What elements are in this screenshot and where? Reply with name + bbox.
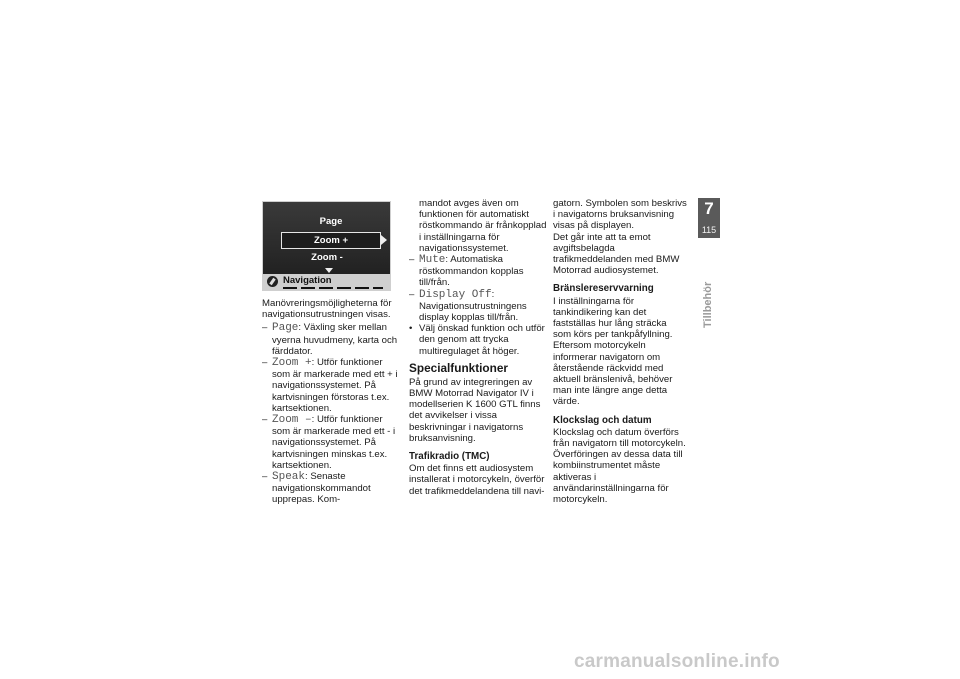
traffic-radio-text: Om det finns ett audiosystem installerat i motorcykeln, överför det trafikmeddelandena till navi- [409,463,545,497]
menu-zoom-out: Zoom - [311,252,343,263]
arrow-right-icon [381,235,387,245]
menu-zoom-in: Zoom + [281,232,381,249]
list-item: • Välj önskad funktion och utför den genom att trycka multiregulaget åt höger. [409,323,545,357]
heading-traffic-radio: Trafikradio (TMC) [409,451,490,463]
continued-text: mandot avges även om funktionen för automatiskt röstkommando är frånkopplad i inställningarna för navigationssystemet. [419,198,547,254]
navigator-screen-figure [262,201,391,291]
menu-page: Page [319,216,343,227]
section-side-label: Tillbehör [702,281,714,328]
list-item: – Speak: Senaste navigationskommandot upprepas. Kom- [262,471,371,506]
tab-dashes [283,287,383,289]
menu-navigation: Navigation [283,275,332,286]
chapter-number: 7 [704,199,714,218]
list-item: – Display Off: Navigationsutrustningens display kopplas till/från. [409,288,527,324]
continued-text: gatorn. Symbolen som beskrivs i navigatorns bruksanvisning visas på displayen. [553,198,687,232]
chapter-tab [698,198,720,238]
compass-icon [267,276,278,287]
list-item: – Mute: Automatiska röstkommandon kopplas till/från. [409,254,524,289]
heading-special-functions: Specialfunktioner [409,360,508,375]
column-3 [553,198,687,505]
fuel-reserve-text: I inställningarna för tankindikering kan det fastställas hur lång sträcka som körs per tankpåfyllning. Eftersom motorcykeln informerar navigatorn om återstående räckvidd med aktuell bränslenivå, behöver man inte längre ange detta värde. [553,295,673,408]
list-item: – Page: Växling sker mellan vyerna huvudmeny, karta och färddator. [262,322,398,357]
list-item: – Zoom –: Utför funktioner som är markerade med ett - i navigationssystemet. På kartvisningen minskas t.ex. kartsektionen. [262,414,396,471]
arrow-down-icon [325,268,333,273]
figure-caption: Manövreringsmöjligheterna för navigationsutrustningen visas. [262,298,392,321]
watermark-text: carmanualsonline.info [574,651,780,672]
column-1 [262,298,402,506]
special-functions-text: På grund av integreringen av BMW Motorrad Navigator IV i modellserien K 1600 GTL finns det avvikelser i vissa beskrivningar i navigatorns bruksanvisning. [409,376,541,444]
column-2 [409,198,547,497]
clock-date-text: Klockslag och datum överförs från navigatorn till motorcykeln. Överföringen av dessa data till kombiinstrumentet måste aktiveras i användarinställningarna för motorcykeln. [553,426,686,506]
continued-text-2: Det går inte att ta emot avgiftsbelagda trafikmeddelanden med BMW Motorrad audiosystemet. [553,231,680,277]
page-number: 115 [701,225,717,235]
heading-fuel-reserve: Bränslereservvarning [553,283,654,295]
list-item: – Zoom +: Utför funktioner som är markerade med ett + i navigationssystemet. På kartvisningen förstoras t.ex. kartsektionen. [262,357,398,414]
heading-clock-date: Klockslag och datum [553,414,652,426]
